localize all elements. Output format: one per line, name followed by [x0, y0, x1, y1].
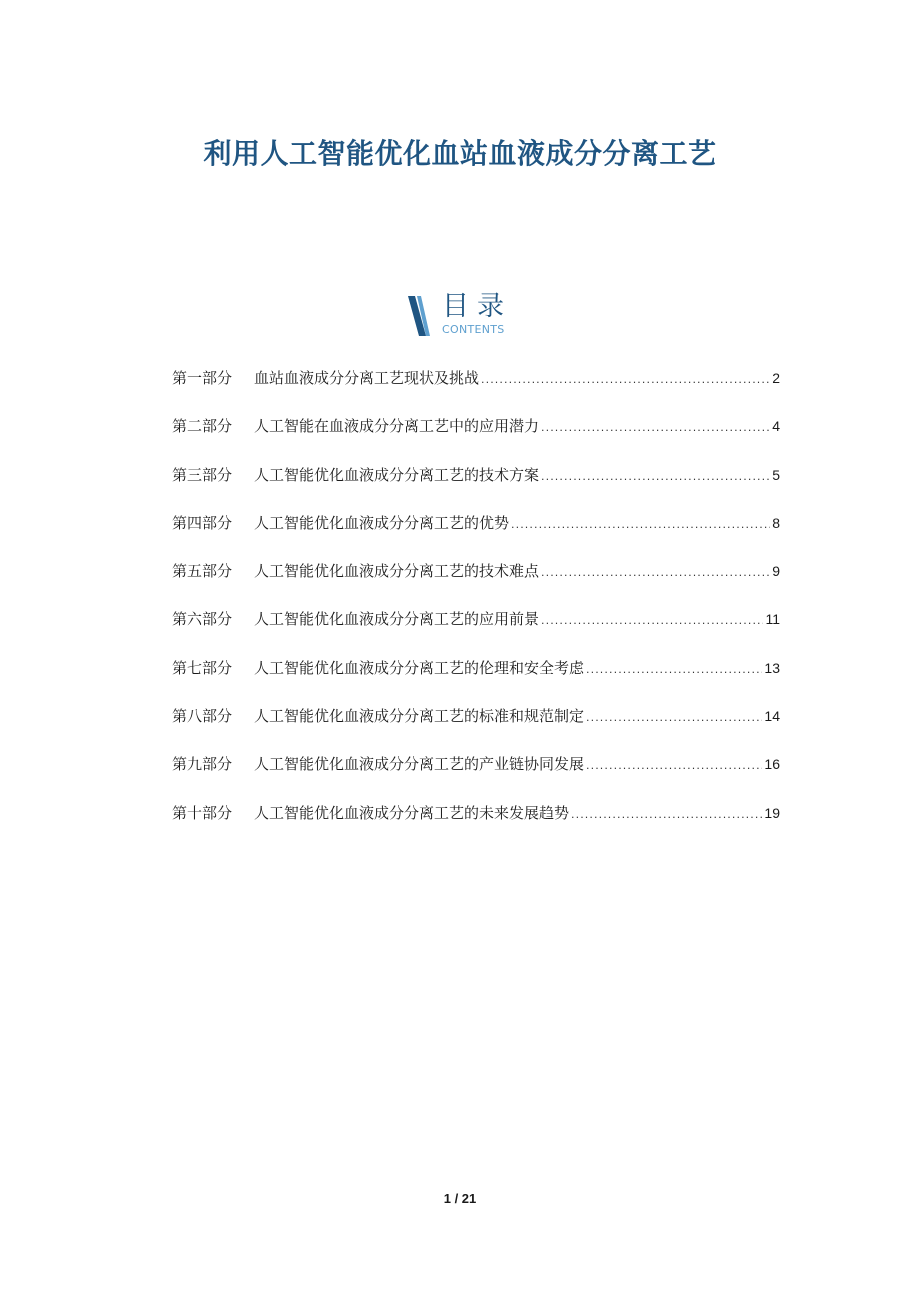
toc-page-number: 4: [772, 418, 780, 435]
toc-entry[interactable]: [172, 801, 780, 825]
toc-dot-leader: [541, 609, 763, 633]
toc-entry[interactable]: [172, 559, 780, 583]
toc-part-label: 第六部分: [172, 610, 233, 629]
toc-part-label: 第七部分: [172, 658, 233, 677]
toc-part-label: 第四部分: [172, 513, 233, 532]
toc-entry-title: 人工智能优化血液成分分离工艺的技术难点: [254, 562, 540, 581]
toc-dot-leader: [481, 368, 770, 392]
toc-logo-icon: [406, 294, 434, 338]
toc-entry-title: 人工智能优化血液成分分离工艺的技术方案: [254, 465, 540, 484]
toc-part-label: 第五部分: [172, 562, 233, 581]
toc-part-label: 第十部分: [172, 803, 233, 822]
toc-dot-leader: [586, 754, 762, 778]
toc-header: [406, 292, 536, 342]
toc-dot-leader: [511, 513, 770, 537]
toc-subheading: CONTENTS: [442, 323, 505, 336]
toc-entry-title: 人工智能优化血液成分分离工艺的标准和规范制定: [254, 707, 585, 726]
toc-entry-title: 血站血液成分分离工艺现状及挑战: [254, 369, 480, 387]
toc-entry[interactable]: [172, 656, 780, 680]
toc-dot-leader: [541, 561, 770, 585]
document-title: 利用人工智能优化血站血液成分分离工艺: [203, 136, 717, 170]
toc-entry[interactable]: [172, 414, 780, 438]
toc-entry[interactable]: [172, 463, 780, 487]
toc-part-label: 第九部分: [172, 755, 233, 774]
toc-entry[interactable]: [172, 607, 780, 631]
toc-part-label: 第三部分: [172, 465, 233, 484]
toc-entry[interactable]: [172, 366, 780, 390]
toc-heading: 目录: [442, 291, 512, 322]
toc-entry[interactable]: [172, 752, 780, 776]
toc-entry-title: 人工智能优化血液成分分离工艺的应用前景: [254, 610, 540, 629]
toc-part-label: 第一部分: [172, 369, 233, 387]
toc-entry-title: 人工智能在血液成分分离工艺中的应用潜力: [254, 417, 540, 436]
toc-entry-title: 人工智能优化血液成分分离工艺的伦理和安全考虑: [254, 658, 585, 677]
toc-entry[interactable]: [172, 511, 780, 535]
toc-dot-leader: [586, 706, 762, 730]
page-indicator: 1 / 21: [443, 1191, 477, 1206]
toc-page-number: 19: [764, 804, 780, 821]
toc-list: [172, 366, 780, 849]
toc-page-number: 2: [772, 370, 780, 386]
toc-entry-title: 人工智能优化血液成分分离工艺的产业链协同发展: [254, 755, 585, 774]
toc-page-number: 16: [764, 756, 780, 773]
toc-dot-leader: [541, 416, 770, 440]
toc-page-number: 13: [764, 659, 780, 676]
toc-page-number: 9: [772, 563, 780, 580]
toc-page-number: 14: [764, 708, 780, 725]
toc-entry-title: 人工智能优化血液成分分离工艺的优势: [254, 513, 510, 532]
toc-dot-leader: [571, 803, 762, 827]
toc-dot-leader: [541, 465, 770, 489]
toc-dot-leader: [586, 658, 762, 682]
toc-entry[interactable]: [172, 704, 780, 728]
toc-part-label: 第二部分: [172, 417, 233, 436]
toc-page-number: 8: [772, 514, 780, 531]
toc-page-number: 11: [765, 611, 780, 628]
toc-part-label: 第八部分: [172, 707, 233, 726]
toc-page-number: 5: [772, 466, 780, 483]
toc-entry-title: 人工智能优化血液成分分离工艺的未来发展趋势: [254, 803, 570, 822]
